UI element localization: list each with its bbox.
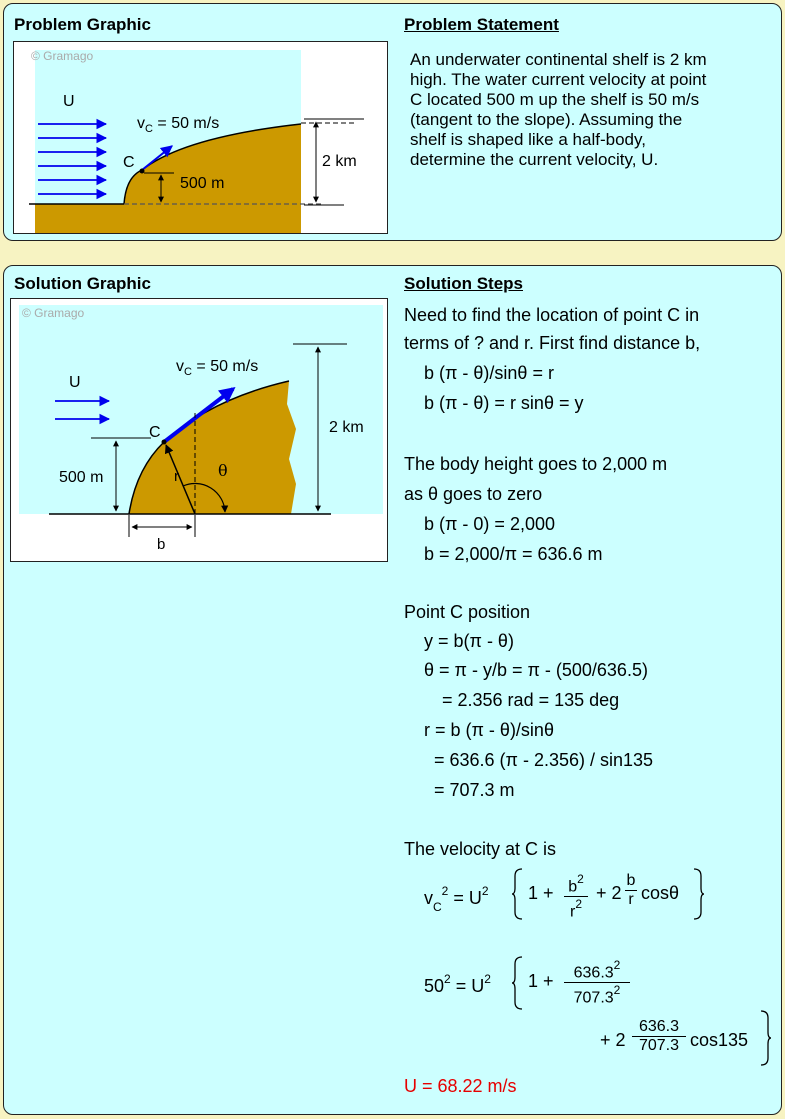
eq2-right-bracket bbox=[759, 1010, 771, 1066]
eq2-one-plus: 1 + bbox=[528, 971, 554, 991]
eq1-frac-b2-r2: $\frac{b^2}{r^2}$ bbox=[564, 872, 588, 922]
step-line: = 2.356 rad = 135 deg bbox=[442, 690, 620, 710]
eq2-cos: cos135 bbox=[690, 1030, 749, 1050]
step-line: Need to find the location of point C in bbox=[404, 305, 700, 325]
height-2km-label: 2 km bbox=[329, 419, 364, 436]
eq1-right-bracket bbox=[692, 868, 704, 920]
step-line: The velocity at C is bbox=[404, 839, 557, 859]
height-2km-label: 2 km bbox=[322, 153, 357, 170]
eq2-frac-2: $\frac{636.3}{707.3}$ bbox=[632, 1018, 686, 1055]
b-label: b bbox=[157, 536, 166, 553]
eq1-frac-b-r: $\frac{b}{r}$ bbox=[626, 872, 636, 908]
eq2-plus2: + 2 bbox=[600, 1030, 626, 1050]
eq2-left-bracket bbox=[512, 956, 524, 1010]
solution-steps-title: Solution Steps bbox=[404, 274, 523, 293]
solution-figure bbox=[10, 298, 388, 562]
step-line: b (π - 0) = 2,000 bbox=[424, 514, 555, 534]
statement-line: high. The water current velocity at point bbox=[410, 70, 707, 89]
eq1-lhs: $v_C^2 = U^2$ bbox=[424, 884, 489, 914]
u-label: U bbox=[69, 374, 81, 391]
step-line: = 707.3 m bbox=[434, 780, 515, 800]
solution-figure-svg bbox=[11, 299, 387, 561]
problem-figure bbox=[13, 41, 388, 234]
point-c-dot bbox=[140, 169, 145, 174]
eq1-one-plus: 1 + bbox=[528, 883, 554, 903]
statement-line: shelf is shaped like a half-body, bbox=[410, 130, 646, 149]
statement-line: (tangent to the slope). Assuming the bbox=[410, 110, 683, 129]
result-answer: U = 68.22 m/s bbox=[404, 1076, 517, 1096]
eq1-plus2: + 2 bbox=[596, 883, 622, 903]
step-line: b (π - θ)/sinθ = r bbox=[424, 363, 554, 383]
point-c-dot bbox=[162, 440, 167, 445]
theta-label: θ bbox=[218, 461, 228, 480]
eq2-frac-1: $\frac{636.3^2}{707.3^2}$ bbox=[564, 958, 630, 1008]
problem-figure-svg bbox=[14, 42, 387, 233]
step-line: θ = π - y/b = π - (500/636.5) bbox=[424, 660, 648, 680]
step-line: Point C position bbox=[404, 602, 531, 622]
step-line: b (π - θ) = r sinθ = y bbox=[424, 393, 584, 413]
point-c-label: C bbox=[149, 424, 161, 441]
statement-line: An underwater continental shelf is 2 km bbox=[410, 50, 707, 69]
solution-graphic-title: Solution Graphic bbox=[14, 274, 151, 293]
r-label: r bbox=[174, 468, 179, 485]
height-500-label: 500 m bbox=[59, 469, 104, 486]
problem-statement bbox=[410, 50, 707, 170]
step-line: b = 2,000/π = 636.6 m bbox=[424, 544, 603, 564]
seabed bbox=[35, 204, 301, 233]
statement-line: determine the current velocity, U. bbox=[410, 150, 659, 169]
statement-line: C located 500 m up the shelf is 50 m/s bbox=[410, 90, 700, 109]
step-line: y = b(π - θ) bbox=[424, 631, 514, 651]
u-label: U bbox=[63, 93, 75, 110]
velocity-equation-2 bbox=[424, 946, 774, 1066]
watermark: © Gramago bbox=[22, 306, 85, 320]
vc-label: $v_C = 50$ m/s bbox=[137, 115, 220, 135]
eq1-cos: cosθ bbox=[641, 883, 680, 903]
step-line: The body height goes to 2,000 m bbox=[404, 454, 668, 474]
eq2-lhs: $50^2 = U^2$ bbox=[424, 972, 491, 996]
eq1-left-bracket bbox=[512, 868, 524, 920]
step-line: = 636.6 (π - 2.356) / sin135 bbox=[434, 750, 654, 770]
problem-panel bbox=[3, 3, 782, 241]
step-line: terms of ? and r. First find distance b, bbox=[404, 333, 701, 353]
step-line: r = b (π - θ)/sinθ bbox=[424, 720, 554, 740]
watermark: © Gramago bbox=[31, 49, 94, 63]
step-line: as θ goes to zero bbox=[404, 484, 543, 504]
point-c-label: C bbox=[123, 154, 135, 171]
velocity-equation-1 bbox=[424, 866, 744, 922]
height-500-label: 500 m bbox=[180, 175, 225, 192]
vc-label: $v_C = 50$ m/s bbox=[176, 358, 259, 378]
problem-graphic-title: Problem Graphic bbox=[14, 15, 151, 34]
problem-statement-title: Problem Statement bbox=[404, 15, 559, 34]
solution-panel bbox=[3, 265, 782, 1115]
